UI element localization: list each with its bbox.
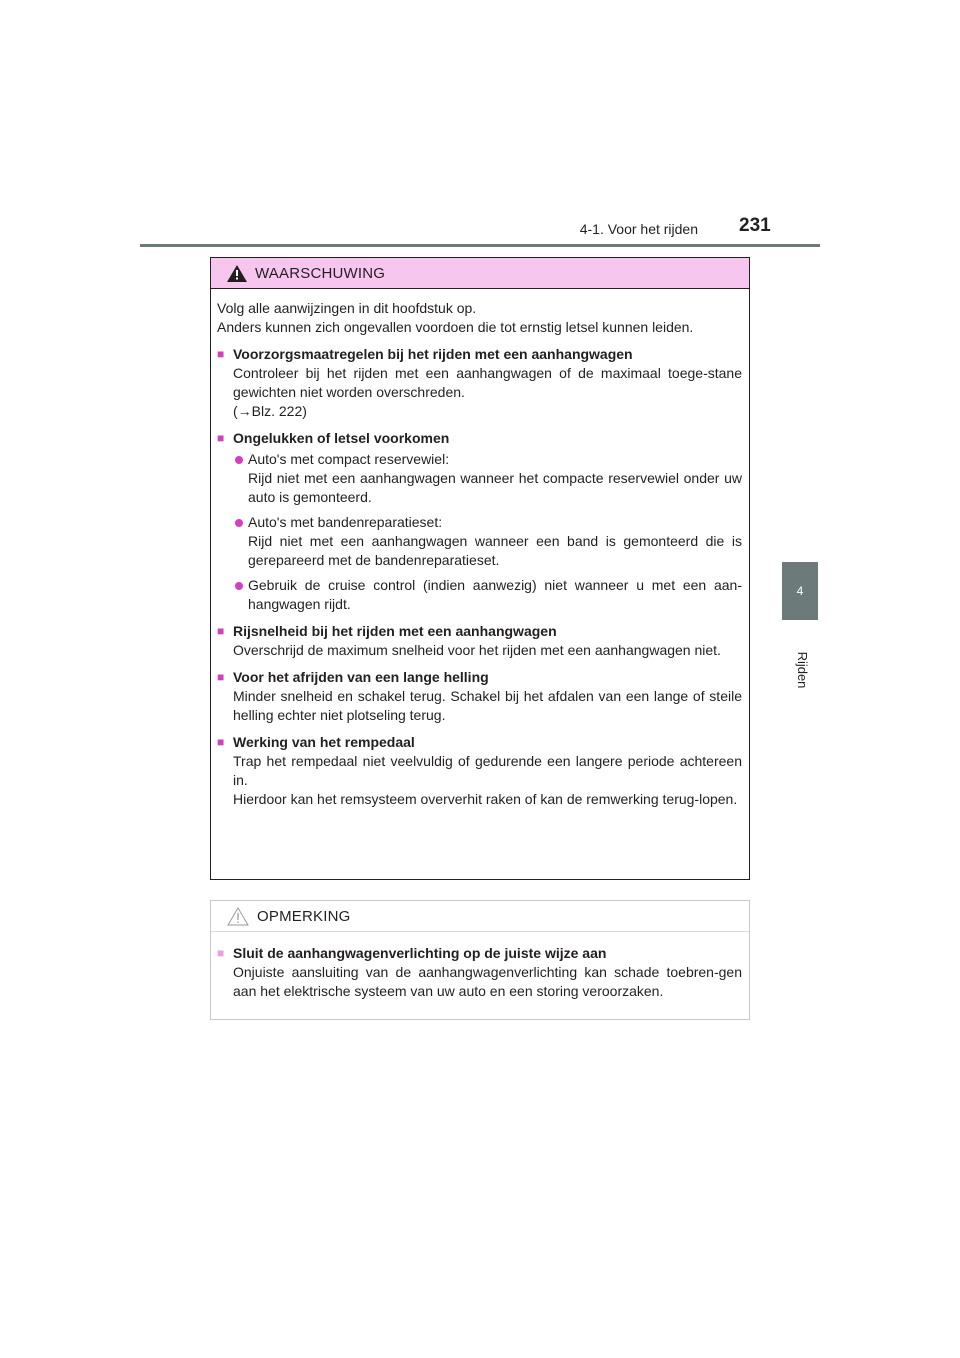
chapter-number: 4 <box>796 584 804 598</box>
list-line: Auto's met compact reservewiel: <box>248 451 450 467</box>
square-bullet-icon: ■ <box>217 347 225 361</box>
warning-title: WAARSCHUWING <box>255 264 386 282</box>
notice-section <box>217 944 742 1001</box>
list-line: Rijd niet met een aanhangwagen wanneer het compacte reservewiel onder uw auto is gemonteerd. <box>248 470 742 505</box>
section-line: Controleer bij het rijden met een aanhangwagen of de maximaal toege-stane gewichten niet worden overschreden. <box>233 365 742 400</box>
warning-section <box>217 668 742 725</box>
section-heading-text: Werking van het rempedaal <box>233 734 415 750</box>
notice-box <box>210 900 750 1020</box>
notice-header <box>211 901 749 932</box>
section-heading-text: Rijsnelheid bij het rijden met een aanhangwagen <box>233 623 557 639</box>
list-item-text <box>248 513 742 570</box>
section-title: 4-1. Voor het rijden <box>579 221 698 237</box>
square-bullet-icon: ■ <box>217 624 225 638</box>
list-item <box>217 513 742 570</box>
notice-title: OPMERKING <box>257 907 351 925</box>
section-line: Hierdoor kan het remsysteem oververhit raken of kan de remwerking terug-lopen. <box>233 791 738 807</box>
list-item-text <box>248 576 742 614</box>
round-bullet-icon <box>235 519 243 527</box>
section-heading <box>217 944 742 963</box>
round-bullet-icon <box>235 582 243 590</box>
page-reference: (→Blz. 222) <box>233 403 307 419</box>
list-item-text <box>248 450 742 507</box>
warning-box <box>210 257 750 880</box>
section-text <box>217 641 742 660</box>
section-heading-text: Voor het afrijden van een lange helling <box>233 669 489 685</box>
warning-intro <box>217 299 742 337</box>
list-item <box>217 576 742 614</box>
page-number: 231 <box>739 215 771 236</box>
round-bullet-icon <box>235 456 243 464</box>
warning-section <box>217 429 742 614</box>
section-heading-text: Ongelukken of letsel voorkomen <box>233 430 450 446</box>
section-text <box>217 752 742 809</box>
section-heading <box>217 345 742 364</box>
intro-line: Volg alle aanwijzingen in dit hoofdstuk op. <box>217 300 477 316</box>
warning-section <box>217 733 742 809</box>
warning-triangle-icon <box>227 265 247 282</box>
chapter-label: Rijden <box>795 651 810 689</box>
section-line: Overschrijd de maximum snelheid voor het rijden met een aanhangwagen niet. <box>233 642 721 658</box>
section-heading-text: Voorzorgsmaatregelen bij het rijden met een aanhangwagen <box>233 346 633 362</box>
section-line: Onjuiste aansluiting van de aanhangwagenverlichting kan schade toebren-gen aan het elektrische systeem van uw auto en een storing veroorzaken. <box>233 964 742 999</box>
chapter-tab <box>782 562 818 620</box>
intro-line: Anders kunnen zich ongevallen voordoen die tot ernstig letsel kunnen leiden. <box>217 319 694 335</box>
warning-body <box>211 289 749 809</box>
warning-header <box>211 258 749 289</box>
square-bullet-icon: ■ <box>217 431 225 445</box>
list-line: Auto's met bandenreparatieset: <box>248 514 443 530</box>
caution-outline-triangle-icon <box>227 907 249 926</box>
section-text <box>217 364 742 421</box>
section-text <box>217 963 742 1001</box>
list-line: Gebruik de cruise control (indien aanwezig) niet wanneer u met een aan-hangwagen rijdt. <box>248 577 742 612</box>
section-line: Trap het rempedaal niet veelvuldig of gedurende een langere periode achtereen in. <box>233 753 742 788</box>
section-heading-text: Sluit de aanhangwagenverlichting op de juiste wijze aan <box>233 945 607 961</box>
square-bullet-icon: ■ <box>217 670 225 684</box>
header-rule <box>140 244 820 247</box>
list-line: Rijd niet met een aanhangwagen wanneer een band is gemonteerd die is gerepareerd met de bandenreparatieset. <box>248 533 742 568</box>
square-bullet-icon: ■ <box>217 946 225 960</box>
section-heading <box>217 668 742 687</box>
section-heading <box>217 733 742 752</box>
warning-section <box>217 622 742 660</box>
square-bullet-icon: ■ <box>217 735 225 749</box>
section-text <box>217 687 742 725</box>
notice-body <box>211 932 749 1001</box>
section-line: Minder snelheid en schakel terug. Schakel bij het afdalen van een lange of steile helling echter niet plotseling terug. <box>233 688 742 723</box>
warning-section <box>217 345 742 421</box>
section-heading <box>217 429 742 448</box>
list-item <box>217 450 742 507</box>
section-heading <box>217 622 742 641</box>
